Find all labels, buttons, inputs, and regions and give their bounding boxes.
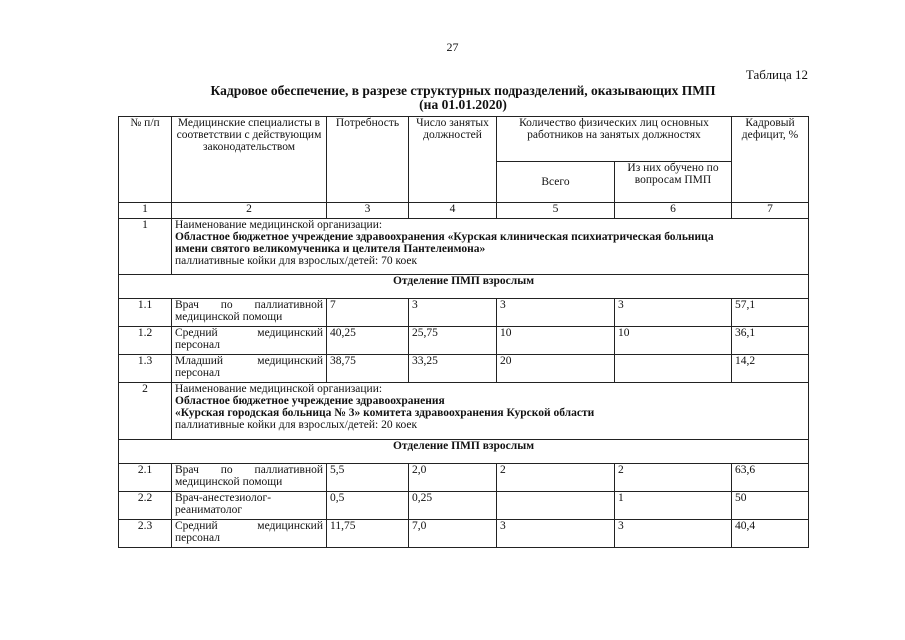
- row-total: 3: [497, 520, 615, 548]
- row-num: 1.1: [119, 299, 172, 327]
- org-name-line1: Областное бюджетное учреждение здравоохранения: [175, 395, 445, 407]
- row-specialist: [172, 492, 327, 520]
- row-trained: [615, 355, 732, 383]
- column-number: 4: [409, 203, 497, 219]
- header-persons-group: Количество физических лиц основных работников на занятых должностях: [497, 117, 732, 162]
- row-deficit: 57,1: [732, 299, 809, 327]
- header-occupied: Число занятых должностей: [409, 117, 497, 203]
- table-title: [118, 84, 808, 112]
- row-deficit: 63,6: [732, 464, 809, 492]
- row-need: 11,75: [327, 520, 409, 548]
- row-total: [497, 492, 615, 520]
- header-row: [119, 117, 809, 162]
- table-title-line1: Кадровое обеспечение, в разрезе структурных подразделений, оказывающих ПМП: [210, 83, 716, 98]
- header-need: Потребность: [327, 117, 409, 203]
- row-specialist: [172, 327, 327, 355]
- row-specialist: [172, 355, 327, 383]
- org-number: 1: [119, 219, 172, 275]
- row-occupied: 0,25: [409, 492, 497, 520]
- row-specialist-b: медицинской помощи: [175, 476, 283, 488]
- row-specialist-b: медицинской помощи: [175, 311, 283, 323]
- row-deficit: 14,2: [732, 355, 809, 383]
- row-occupied: 7,0: [409, 520, 497, 548]
- table-row: [119, 355, 809, 383]
- row-occupied: 2,0: [409, 464, 497, 492]
- table-row: [119, 520, 809, 548]
- org-name-line2: имени святого великомученика и целителя Пантелеимона»: [175, 243, 486, 255]
- department-row: [119, 275, 809, 299]
- org-beds: паллиативные койки для взрослых/детей: 70 коек: [175, 255, 418, 267]
- row-num: 2.1: [119, 464, 172, 492]
- row-specialist-a: Врач по паллиативной: [175, 464, 323, 476]
- row-total: 20: [497, 355, 615, 383]
- row-total: 2: [497, 464, 615, 492]
- header-deficit: Кадровый дефицит, %: [732, 117, 809, 203]
- row-specialist-b: персонал: [175, 532, 220, 544]
- column-number: 6: [615, 203, 732, 219]
- row-num: 2.2: [119, 492, 172, 520]
- row-specialist-a: Средний медицинский: [175, 327, 323, 339]
- page-number: 27: [446, 40, 459, 54]
- row-deficit: 40,4: [732, 520, 809, 548]
- table-row: [119, 464, 809, 492]
- table-row: [119, 327, 809, 355]
- row-num: 1.3: [119, 355, 172, 383]
- row-trained: 3: [615, 299, 732, 327]
- header-total: Всего: [497, 161, 615, 202]
- org-number: 2: [119, 383, 172, 440]
- org-beds: паллиативные койки для взрослых/детей: 20 коек: [175, 419, 418, 431]
- row-need: 38,75: [327, 355, 409, 383]
- row-specialist: [172, 299, 327, 327]
- department-title: Отделение ПМП взрослым: [119, 440, 809, 464]
- table-label: Таблица 12: [745, 67, 808, 82]
- org-name-line2: «Курская городская больница № 3» комитета здравоохранения Курской области: [175, 407, 595, 419]
- org-row: [119, 219, 809, 275]
- row-trained: 2: [615, 464, 732, 492]
- row-trained: 1: [615, 492, 732, 520]
- header-trained: Из них обучено по вопросам ПМП: [615, 161, 732, 202]
- org-name-line1: Областное бюджетное учреждение здравоохранения «Курская клиническая психиатрическая больница: [175, 231, 714, 243]
- column-number: 2: [172, 203, 327, 219]
- row-occupied: 25,75: [409, 327, 497, 355]
- row-need: 0,5: [327, 492, 409, 520]
- column-numbers-row: [119, 203, 809, 219]
- row-specialist-a: Врач-анестезиолог-: [175, 492, 272, 504]
- row-occupied: 3: [409, 299, 497, 327]
- row-deficit: 36,1: [732, 327, 809, 355]
- column-number: 1: [119, 203, 172, 219]
- row-specialist-a: Средний медицинский: [175, 520, 323, 532]
- row-trained: 10: [615, 327, 732, 355]
- row-occupied: 33,25: [409, 355, 497, 383]
- row-need: 40,25: [327, 327, 409, 355]
- org-info: [172, 383, 809, 440]
- row-total: 3: [497, 299, 615, 327]
- row-need: 7: [327, 299, 409, 327]
- org-label: Наименование медицинской организации:: [175, 219, 383, 231]
- department-title: Отделение ПМП взрослым: [119, 275, 809, 299]
- row-trained: 3: [615, 520, 732, 548]
- header-num: № п/п: [119, 117, 172, 203]
- org-row: [119, 383, 809, 440]
- table-title-line2: (на 01.01.2020): [419, 97, 507, 112]
- column-number: 5: [497, 203, 615, 219]
- row-specialist-b: персонал: [175, 367, 220, 379]
- column-number: 3: [327, 203, 409, 219]
- row-specialist: [172, 464, 327, 492]
- department-row: [119, 440, 809, 464]
- row-deficit: 50: [732, 492, 809, 520]
- header-specialists: Медицинские специалисты в соответствии с действующим законодательством: [172, 117, 327, 203]
- row-need: 5,5: [327, 464, 409, 492]
- org-info: [172, 219, 809, 275]
- row-num: 2.3: [119, 520, 172, 548]
- row-specialist-a: Врач по паллиативной: [175, 299, 323, 311]
- table-row: [119, 299, 809, 327]
- column-number: 7: [732, 203, 809, 219]
- row-specialist-b: персонал: [175, 339, 220, 351]
- row-specialist: [172, 520, 327, 548]
- row-specialist-b: реаниматолог: [175, 504, 243, 516]
- row-specialist-a: Младший медицинский: [175, 355, 323, 367]
- table-row: [119, 492, 809, 520]
- staffing-table: [118, 116, 809, 548]
- row-total: 10: [497, 327, 615, 355]
- org-label: Наименование медицинской организации:: [175, 383, 383, 395]
- row-num: 1.2: [119, 327, 172, 355]
